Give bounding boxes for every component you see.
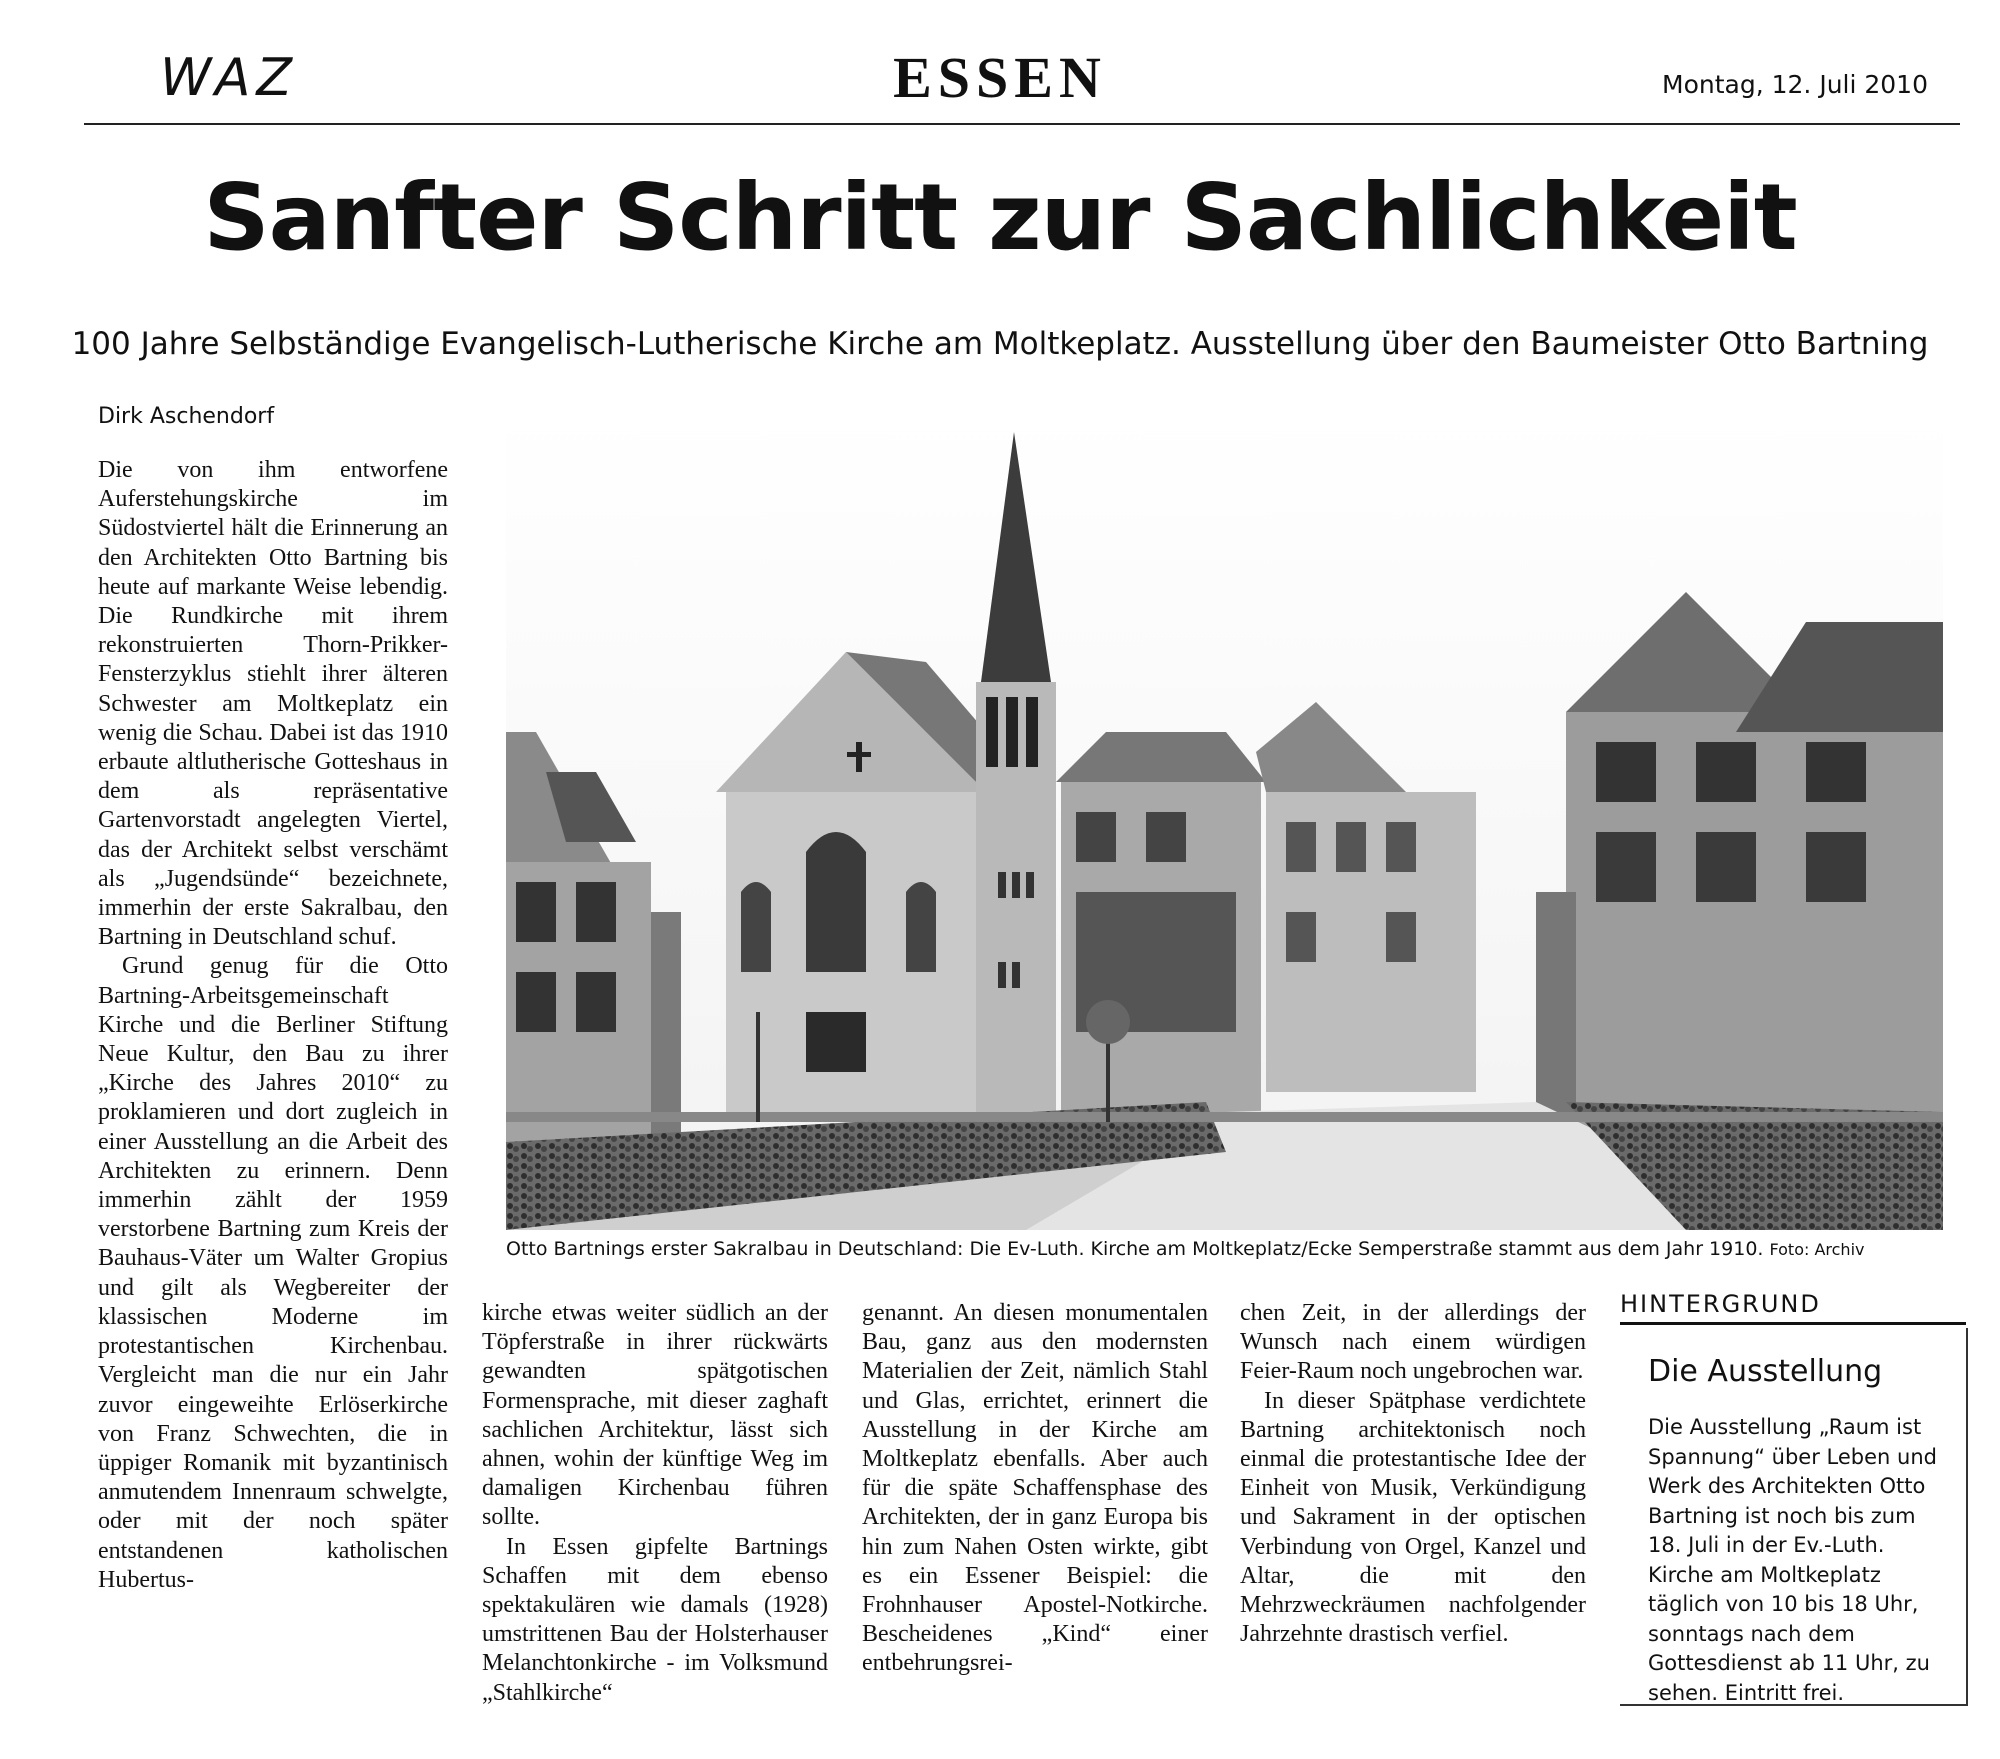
article-author: Dirk Aschendorf	[98, 404, 275, 429]
article-column-2	[482, 1299, 828, 1708]
caption-text: Otto Bartnings erster Sakralbau in Deutschland: Die Ev-Luth. Kirche am Moltkeplatz/Ecke Semperstraße stammt aus dem Jahr 1910.	[506, 1238, 1764, 1260]
newspaper-logo: WAZ	[160, 48, 299, 108]
paragraph: Grund genug für die Otto Bartning-Arbeitsgemeinschaft Kirche und die Berliner Stiftung Neue Kultur, den Bau zu ihrer „Kirche des Jahres 2010“ zu proklamieren und dort zugleich in einer Ausstellung an die Arbeit des Architekten zu erinnern. Denn immerhin zählt der 1959 verstorbene Bartning zum Kreis der Bauhaus-Väter um Walter Gropius und gilt als Wegbereiter der klassischen Moderne im protestantischen Kirchenbau. Vergleicht man die nur ein Jahr zuvor eingeweihte Erlöserkirche von Franz Schwechten, die in üppiger Romanik mit byzantinisch anmutendem Innenraum schwelgte, oder mit der noch später entstandenen katholischen Hubertus-	[98, 953, 448, 1593]
article-column-4	[1240, 1299, 1586, 1649]
photo-caption	[506, 1238, 1943, 1260]
paragraph: In Essen gipfelte Bartnings Schaffen mit dem ebenso spektakulären wie damals (1928) umstrittenen Bau der Holsterhauser Melanchtonkirche - im Volksmund „Stahlkirche“	[482, 1533, 828, 1706]
paragraph: chen Zeit, in der allerdings der Wunsch nach einem würdigen Feier-Raum noch ungebrochen war.	[1240, 1300, 1586, 1385]
article-column-3	[862, 1299, 1208, 1679]
sidebar-rule	[1620, 1322, 1966, 1325]
issue-date: Montag, 12. Juli 2010	[1662, 70, 1928, 99]
section-title: ESSEN	[893, 45, 1107, 110]
article-subhead: 100 Jahre Selbständige Evangelisch-Lutherische Kirche am Moltkeplatz. Ausstellung über den Baumeister Otto Bartning	[71, 326, 1929, 362]
church-photo	[506, 412, 1943, 1230]
article-column-1	[98, 456, 448, 1595]
paragraph: In dieser Spätphase verdichtete Bartning architektonisch noch einmal die protestantische Idee der Einheit von Musik, Verkündigung und Sakrament in der optischen Verbindung von Orgel, Kanzel und Altar, die mit den Mehrzweckräumen nachfolgender Jahrzehnte drastisch verfiel.	[1240, 1387, 1586, 1648]
article-headline: Sanfter Schritt zur Sachlichkeit	[203, 164, 1797, 271]
sidebar-title: Die Ausstellung	[1648, 1354, 1883, 1389]
masthead-rule	[84, 123, 1960, 125]
sidebar-label: HINTERGRUND	[1620, 1290, 1821, 1318]
photo-credit: Foto: Archiv	[1769, 1240, 1865, 1259]
paragraph: kirche etwas weiter südlich an der Töpferstraße in ihrer rückwärts gewandten spätgotischen Formensprache, mit dieser zaghaft sachlichen Architektur, lässt sich ahnen, wohin der künftige Weg im damaligen Kirchenbau führen sollte.	[482, 1300, 828, 1531]
sidebar-text: Die Ausstellung „Raum ist Spannung“ über Leben und Werk des Architekten Otto Bartning ist noch bis zum 18. Juli in der Ev.-Luth. Kirche am Moltkeplatz täglich von 10 bis 18 Uhr, sonntags nach dem Gottesdienst ab 11 Uhr, zu sehen. Eintritt frei.	[1648, 1415, 1937, 1705]
paragraph: Die von ihm entworfene Auferstehungskirche im Südostviertel hält die Erinnerung an den Architekten Otto Bartning bis heute auf markante Weise lebendig. Die Rundkirche mit ihrem rekonstruierten Thorn-Prikker-Fensterzyklus stiehlt ihrer älteren Schwester am Moltkeplatz ein wenig die Schau. Dabei ist das 1910 erbaute altlutherische Gotteshaus in dem als repräsentative Gartenvorstadt angelegten Viertel, das der Architekt selbst verschämt als „Jugendsünde“ bezeichnete, immerhin der erste Sakralbau, den Bartning in Deutschland schuf.	[98, 457, 448, 951]
paragraph: genannt. An diesen monumentalen Bau, ganz aus den modernsten Materialien der Zeit, nämlich Stahl und Glas, errichtet, erinnert die Ausstellung in der Kirche am Moltkeplatz ebenfalls. Aber auch für die späte Schaffensphase des Architekten, der in ganz Europa bis hin zum Nahen Osten wirkte, gibt es ein Essener Beispiel: die Frohnhauser Apostel-Notkirche. Bescheidenes „Kind“ einer entbehrungsrei-	[862, 1300, 1208, 1677]
